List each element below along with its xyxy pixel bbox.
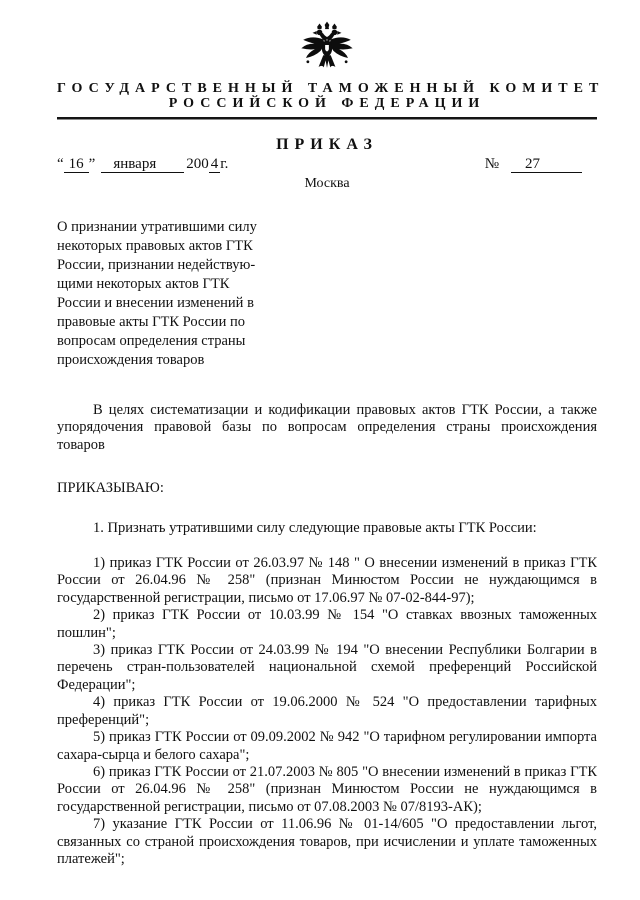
subject-line: России и внесении изменений в xyxy=(57,295,254,311)
document-number xyxy=(485,156,582,173)
number-sign: № xyxy=(484,156,499,172)
list-item: 4) приказ ГТК России от 19.06.2000 № 524 "О предоставлении тарифных преференций"; xyxy=(57,694,597,728)
document-body xyxy=(57,402,597,868)
list-item: 5) приказ ГТК России от 09.09.2002 № 942 "О тарифном регулировании импорта сахара-сырца и белого сахара"; xyxy=(57,729,597,763)
number-value: 27 xyxy=(511,156,582,173)
org-name-line1: ГОСУДАРСТВЕННЫЙ ТАМОЖЕННЫЙ КОМИТЕТ xyxy=(57,81,605,96)
list-item: 2) приказ ГТК России от 10.03.99 № 154 "О ставках ввозных таможенных пошлин"; xyxy=(57,607,597,641)
subject-line: происхождения товаров xyxy=(57,352,205,368)
subject-line: вопросам определения страны xyxy=(57,333,246,349)
date-and-number-row xyxy=(57,156,597,173)
russia-coat-of-arms-icon xyxy=(299,20,355,76)
document-type-title: ПРИКАЗ xyxy=(276,136,378,153)
preamble-paragraph: В целях систематизации и кодификации правовых актов ГТК России, а также упорядочения правовой базы по вопросам определения страны происхождения товаров xyxy=(57,402,597,453)
header-divider xyxy=(57,117,597,120)
open-quote: “ xyxy=(57,156,64,172)
date-month: января xyxy=(101,156,184,173)
organization-name xyxy=(57,81,605,111)
close-quote: ” xyxy=(88,156,96,172)
order-word: ПРИКАЗЫВАЮ: xyxy=(57,480,164,497)
subject-line: щими некоторых актов ГТК xyxy=(57,276,230,292)
subject-line: правовые акты ГТК России по xyxy=(57,314,245,330)
org-name-line2: РОССИЙСКОЙ ФЕДЕРАЦИИ xyxy=(168,96,486,111)
subject-line: некоторых правовых актов ГТК xyxy=(57,238,253,254)
revoked-acts-list xyxy=(57,555,597,868)
city-label: Москва xyxy=(304,176,350,191)
date-year-prefix: 200 xyxy=(186,156,209,172)
subject-line: России, признании недействую- xyxy=(57,257,256,273)
date-year-suffix: г. xyxy=(220,156,229,172)
list-item: 6) приказ ГТК России от 21.07.2003 № 805 "О внесении изменений в приказ ГТК России от 26.04.96 № 258" (признан Минюстом России не нуждающимся в государственной регистрации, письмо от 07.08.2003 № 07/8193-АК); xyxy=(57,763,597,815)
list-item: 3) приказ ГТК России от 24.03.99 № 194 "О внесении Республики Болгарии в перечень стран-пользователей национальной схемой преференций Российской Федерации"; xyxy=(57,642,597,693)
emblem-container xyxy=(57,20,597,78)
subject-line: О признании утратившими силу xyxy=(57,219,257,235)
date-day: 16 xyxy=(64,156,89,173)
list-item: 7) указание ГТК России от 11.06.96 № 01-14/605 "О предоставлении льгот, связанных со страной происхождения товаров, при исчислении и уплате таможенных платежей"; xyxy=(57,816,597,867)
date-year-digit: 4 xyxy=(210,156,219,172)
list-item: 1) приказ ГТК России от 26.03.97 № 148 " О внесении изменений в приказ ГТК России от 26.04.96 № 258" (признан Минюстом России не нуждающимся в государственной регистрации, письмо от 17.06.97 № 07-02-844-97); xyxy=(57,555,597,606)
clause-1-intro: 1. Признать утратившими силу следующие правовые акты ГТК России: xyxy=(93,519,537,536)
document-subject xyxy=(57,218,297,370)
document-date xyxy=(57,156,228,173)
